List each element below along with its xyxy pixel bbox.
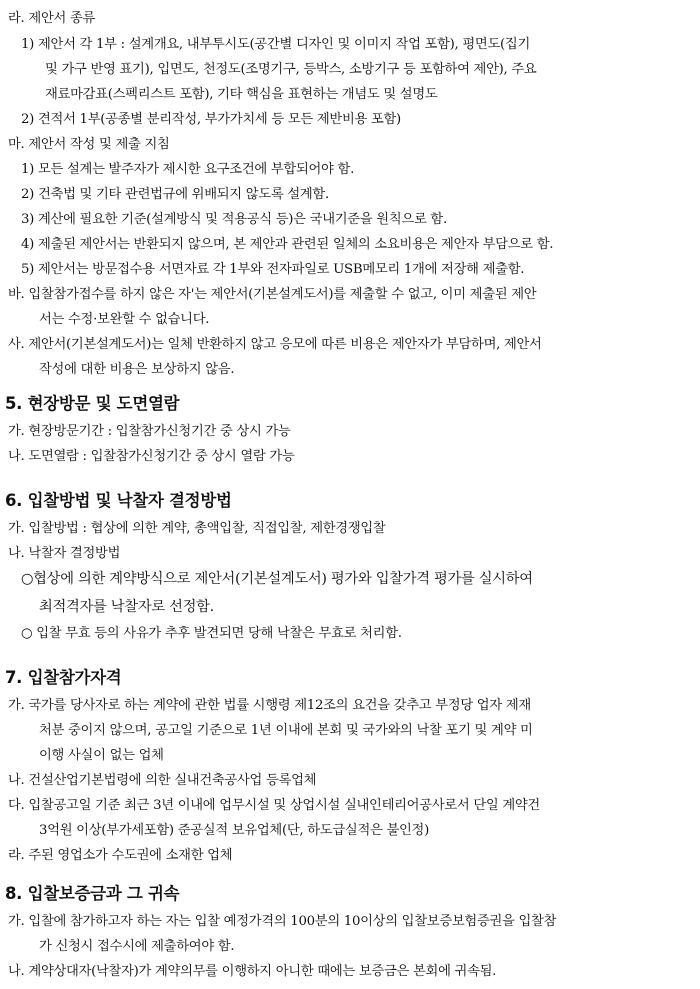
- item-ma-5: 5) 제안서는 방문접수용 서면자료 각 1부와 전자파일로 USB메모리 1개에 저장해 제출함.: [21, 262, 525, 277]
- item-7-da-line2: 3억원 이상(부가세포함) 준공실적 보유업체(단, 하도급실적은 불인정): [39, 823, 429, 838]
- section-8-heading: 8. 입찰보증금과 그 귀속: [5, 884, 180, 903]
- item-sa-line1: 사. 제안서(기본설계도서)는 일체 반환하지 않고 응모에 따른 비용은 제안자가 부담하며, 제안서: [8, 337, 542, 352]
- item-6-circle2: ○ 입찰 무효 등의 사유가 추후 발견되면 당해 낙찰은 무효로 처리함.: [21, 626, 402, 641]
- item-ra-1-line2: 및 가구 반영 표기), 입면도, 천정도(조명기구, 등박스, 소방기구 등 포함하여 제안), 주요: [45, 62, 537, 77]
- section-5-heading: 5. 현장방문 및 도면열람: [5, 394, 180, 413]
- item-ma-4: 4) 제출된 제안서는 반환되지 않으며, 본 제안과 관련된 일체의 소요비용은 제안자 부담으로 함.: [21, 237, 554, 252]
- item-6-circle1-line1: ○협상에 의한 계약방식으로 제안서(기본설계도서) 평가와 입찰가격 평가를 실시하여: [21, 571, 533, 587]
- item-8-na: 나. 계약상대자(낙찰자)가 계약의무를 이행하지 아니한 때에는 보증금은 본회에 귀속됨.: [8, 964, 497, 979]
- item-ra-proposal-types: 라. 제안서 종류: [8, 11, 96, 26]
- item-7-ga-line2: 처분 중이지 않으며, 공고일 기준으로 1년 이내에 본회 및 국가와의 낙찰 포기 및 계약 미: [39, 723, 533, 738]
- item-ra-1-line3: 재료마감표(스펙리스트 포함), 기타 핵심을 표현하는 개념도 및 설명도: [45, 87, 438, 102]
- item-ra-1-line1: 1) 제안서 각 1부 : 설계개요, 내부투시도(공간별 디자인 및 이미지 작업 포함), 평면도(집기: [21, 37, 531, 52]
- section-7-heading: 7. 입찰참가자격: [5, 668, 122, 687]
- item-ba-line1: 바. 입찰참가접수를 하지 않은 자'는 제안서(기본설계도서)를 제출할 수 없고, 이미 제출된 제안: [8, 287, 537, 302]
- item-6-na: 나. 낙찰자 결정방법: [8, 546, 121, 561]
- item-8-ga-line1: 가. 입찰에 참가하고자 하는 자는 입찰 예정가격의 100분의 10이상의 입찰보증보험증권을 입찰참: [8, 914, 557, 929]
- item-5-na: 나. 도면열람 : 입찰참가신청기간 중 상시 열람 가능: [8, 449, 295, 464]
- item-7-ga-line1: 가. 국가를 당사자로 하는 계약에 관한 법률 시행령 제12조의 요건을 갖추고 부정당 업자 제재: [8, 698, 531, 713]
- item-ma-3: 3) 계산에 필요한 기준(설계방식 및 적용공식 등)은 국내기준을 원칙으로 함.: [21, 212, 447, 227]
- item-ma-guidelines: 마. 제안서 작성 및 제출 지침: [8, 137, 170, 152]
- item-sa-line2: 작성에 대한 비용은 보상하지 않음.: [39, 362, 235, 377]
- item-7-na: 나. 건설산업기본법령에 의한 실내건축공사업 등록업체: [8, 773, 317, 788]
- item-ma-1: 1) 모든 설계는 발주자가 제시한 요구조건에 부합되어야 함.: [21, 162, 354, 177]
- item-ma-2: 2) 건축법 및 기타 관련법규에 위배되지 않도록 설계함.: [21, 187, 329, 202]
- section-6-heading: 6. 입찰방법 및 낙찰자 결정방법: [5, 491, 232, 510]
- item-8-ga-line2: 가 신청시 접수시에 제출하여야 함.: [39, 939, 235, 954]
- item-7-ra: 라. 주된 영업소가 수도권에 소재한 업체: [8, 848, 233, 863]
- item-7-ga-line3: 이행 사실이 없는 업체: [39, 748, 164, 763]
- item-6-ga: 가. 입찰방법 : 협상에 의한 계약, 총액입찰, 직접입찰, 제한경쟁입찰: [8, 521, 386, 536]
- item-6-circle1-line2: 최적격자를 낙찰자로 선정함.: [39, 599, 214, 615]
- item-ba-line2: 서는 수정·보완할 수 없습니다.: [39, 312, 210, 327]
- item-ra-2: 2) 견적서 1부(공종별 분리작성, 부가가치세 등 모든 제반비용 포함): [21, 112, 401, 127]
- item-7-da-line1: 다. 입찰공고일 기준 최근 3년 이내에 업무시설 및 상업시설 실내인테리어공사로서 단일 계약건: [8, 798, 540, 813]
- item-5-ga: 가. 현장방문기간 : 입찰참가신청기간 중 상시 가능: [8, 424, 291, 439]
